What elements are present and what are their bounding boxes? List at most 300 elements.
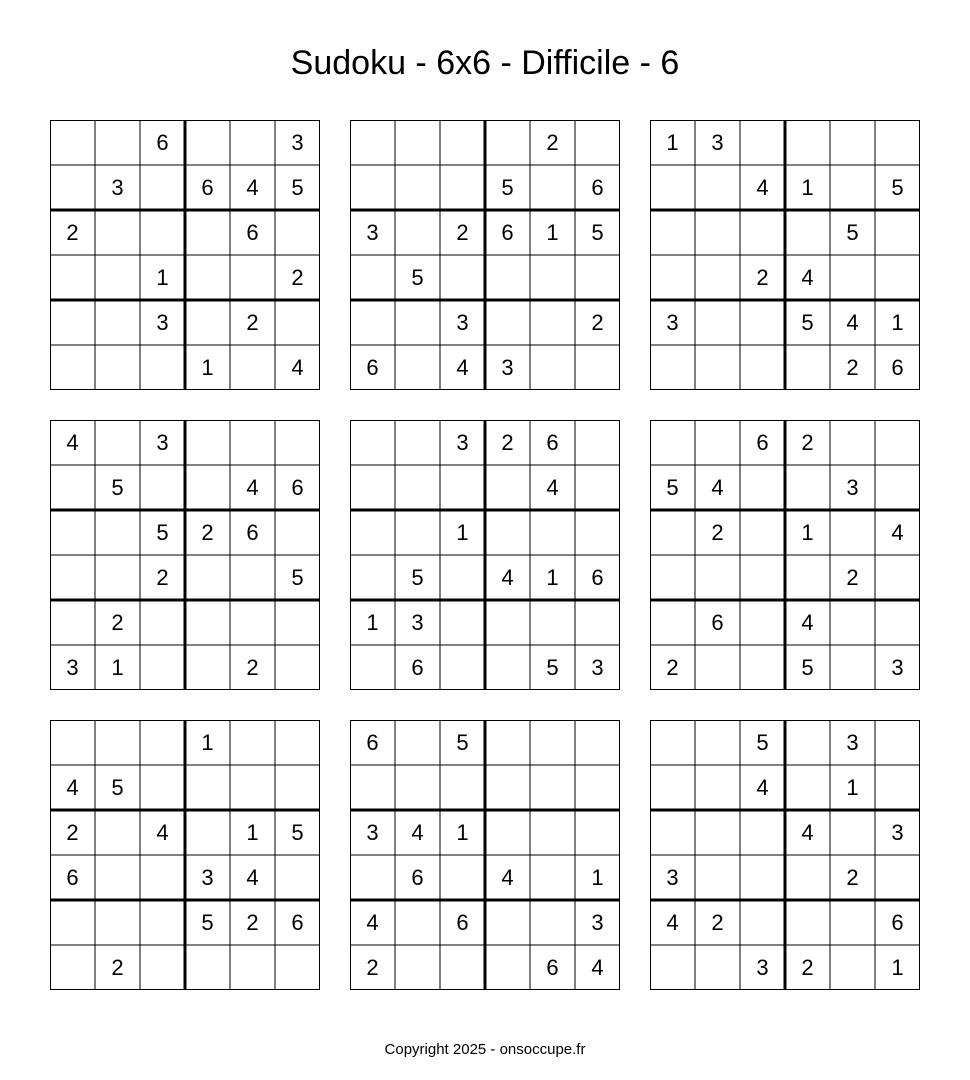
sudoku-grid-5 bbox=[350, 420, 620, 690]
sudoku-cell bbox=[575, 720, 620, 765]
sudoku-cell bbox=[875, 465, 920, 510]
sudoku-cell: 2 bbox=[156, 564, 169, 590]
sudoku-cell bbox=[95, 900, 140, 945]
sudoku-cell bbox=[740, 465, 785, 510]
sudoku-cell bbox=[830, 600, 875, 645]
sudoku-cell bbox=[350, 510, 395, 555]
sudoku-cell bbox=[575, 600, 620, 645]
sudoku-cell: 4 bbox=[156, 819, 169, 845]
sudoku-cell: 2 bbox=[666, 654, 679, 680]
sudoku-cell bbox=[350, 465, 395, 510]
sudoku-cell: 5 bbox=[756, 729, 769, 755]
sudoku-cell bbox=[185, 765, 230, 810]
sudoku-cell bbox=[140, 900, 185, 945]
sudoku-cell: 3 bbox=[756, 954, 769, 980]
sudoku-cell bbox=[485, 255, 530, 300]
sudoku-cell: 6 bbox=[291, 474, 304, 500]
sudoku-cell bbox=[785, 465, 830, 510]
sudoku-cell bbox=[230, 120, 275, 165]
sudoku-cell: 3 bbox=[201, 864, 214, 890]
copyright-footer: Copyright 2025 - onsoccupe.fr bbox=[384, 1041, 586, 1058]
sudoku-cell bbox=[485, 600, 530, 645]
sudoku-cell: 5 bbox=[666, 474, 679, 500]
sudoku-cell: 4 bbox=[66, 774, 79, 800]
sudoku-cell: 6 bbox=[711, 609, 724, 635]
sudoku-cell bbox=[650, 345, 695, 390]
sudoku-cell bbox=[830, 255, 875, 300]
sudoku-cell bbox=[485, 900, 530, 945]
sudoku-cell: 2 bbox=[756, 264, 769, 290]
sudoku-cell bbox=[785, 120, 830, 165]
sudoku-cell: 5 bbox=[411, 564, 424, 590]
sudoku-cell bbox=[875, 210, 920, 255]
sudoku-cell bbox=[785, 210, 830, 255]
sudoku-cell bbox=[350, 420, 395, 465]
sudoku-cell: 6 bbox=[591, 174, 604, 200]
sudoku-cell bbox=[230, 255, 275, 300]
sudoku-cell: 3 bbox=[711, 129, 724, 155]
sudoku-cell bbox=[695, 165, 740, 210]
sudoku-cell bbox=[185, 120, 230, 165]
sudoku-cell bbox=[785, 900, 830, 945]
sudoku-cell bbox=[530, 165, 575, 210]
sudoku-cell: 1 bbox=[801, 519, 814, 545]
sudoku-cell bbox=[575, 810, 620, 855]
sudoku-cell bbox=[740, 855, 785, 900]
sudoku-cell bbox=[650, 420, 695, 465]
sudoku-cell bbox=[875, 255, 920, 300]
sudoku-cell: 2 bbox=[246, 309, 259, 335]
sudoku-cell bbox=[230, 765, 275, 810]
sudoku-cell bbox=[95, 420, 140, 465]
sudoku-cell bbox=[440, 555, 485, 600]
sudoku-cell bbox=[740, 510, 785, 555]
sudoku-cell bbox=[230, 555, 275, 600]
sudoku-cell bbox=[50, 465, 95, 510]
sudoku-cell bbox=[440, 765, 485, 810]
sudoku-cell bbox=[740, 345, 785, 390]
sudoku-cell: 3 bbox=[666, 309, 679, 335]
sudoku-cell: 4 bbox=[801, 819, 814, 845]
sudoku-cell: 1 bbox=[591, 864, 604, 890]
sudoku-cell: 2 bbox=[846, 564, 859, 590]
sudoku-cell: 3 bbox=[156, 309, 169, 335]
sudoku-cell: 4 bbox=[246, 174, 259, 200]
sudoku-cell bbox=[95, 855, 140, 900]
sudoku-cell bbox=[485, 945, 530, 990]
sudoku-cell bbox=[350, 555, 395, 600]
sudoku-cell bbox=[650, 210, 695, 255]
sudoku-cell bbox=[875, 765, 920, 810]
sudoku-cell: 1 bbox=[546, 219, 559, 245]
sudoku-cell bbox=[185, 300, 230, 345]
sudoku-cell bbox=[530, 810, 575, 855]
sudoku-cell: 1 bbox=[366, 609, 379, 635]
sudoku-cell: 4 bbox=[846, 309, 859, 335]
sudoku-cell bbox=[440, 120, 485, 165]
sudoku-cell: 3 bbox=[366, 819, 379, 845]
sudoku-cell bbox=[875, 855, 920, 900]
sudoku-cell: 6 bbox=[246, 519, 259, 545]
sudoku-cell: 3 bbox=[846, 729, 859, 755]
sudoku-cell: 3 bbox=[891, 819, 904, 845]
sudoku-cell bbox=[395, 165, 440, 210]
sudoku-cell bbox=[485, 300, 530, 345]
sudoku-cell: 3 bbox=[891, 654, 904, 680]
sudoku-cell bbox=[485, 465, 530, 510]
sudoku-cell bbox=[740, 645, 785, 690]
sudoku-cell: 4 bbox=[246, 474, 259, 500]
sudoku-cell bbox=[230, 945, 275, 990]
sudoku-cell bbox=[140, 855, 185, 900]
sudoku-cell bbox=[695, 345, 740, 390]
sudoku-cell bbox=[230, 720, 275, 765]
sudoku-cell: 2 bbox=[66, 819, 79, 845]
sudoku-cell: 4 bbox=[801, 264, 814, 290]
sudoku-cell bbox=[95, 720, 140, 765]
sudoku-cell bbox=[50, 945, 95, 990]
sudoku-cell bbox=[695, 255, 740, 300]
sudoku-cell: 4 bbox=[591, 954, 604, 980]
sudoku-cell: 3 bbox=[591, 654, 604, 680]
sudoku-cell bbox=[485, 720, 530, 765]
sudoku-cell: 6 bbox=[201, 174, 214, 200]
sudoku-grid-8 bbox=[350, 720, 620, 990]
sudoku-cell bbox=[530, 345, 575, 390]
sudoku-cell bbox=[695, 420, 740, 465]
sudoku-cell bbox=[350, 765, 395, 810]
sudoku-cell bbox=[275, 210, 320, 255]
sudoku-cell bbox=[140, 600, 185, 645]
sudoku-cell: 3 bbox=[66, 654, 79, 680]
sudoku-cell: 5 bbox=[291, 174, 304, 200]
sudoku-cell bbox=[395, 465, 440, 510]
sudoku-cell: 1 bbox=[546, 564, 559, 590]
sudoku-cell bbox=[185, 555, 230, 600]
sudoku-cell: 5 bbox=[591, 219, 604, 245]
sudoku-cell bbox=[485, 510, 530, 555]
sudoku-cell bbox=[830, 945, 875, 990]
sudoku-cell: 6 bbox=[66, 864, 79, 890]
sudoku-grid-3 bbox=[650, 120, 920, 390]
sudoku-cell bbox=[875, 720, 920, 765]
sudoku-cell bbox=[95, 300, 140, 345]
sudoku-cell bbox=[275, 420, 320, 465]
sudoku-cell: 5 bbox=[891, 174, 904, 200]
sudoku-cell: 6 bbox=[546, 429, 559, 455]
sudoku-cell: 4 bbox=[246, 864, 259, 890]
sudoku-cell: 6 bbox=[411, 864, 424, 890]
sudoku-cell: 1 bbox=[891, 954, 904, 980]
sudoku-cell: 2 bbox=[711, 519, 724, 545]
sudoku-cell bbox=[530, 600, 575, 645]
sudoku-cell bbox=[740, 210, 785, 255]
sudoku-cell: 3 bbox=[111, 174, 124, 200]
sudoku-cell bbox=[830, 120, 875, 165]
sudoku-cell: 2 bbox=[801, 429, 814, 455]
sudoku-cell: 6 bbox=[456, 909, 469, 935]
sudoku-cell: 4 bbox=[411, 819, 424, 845]
sudoku-cell bbox=[695, 855, 740, 900]
sudoku-cell: 1 bbox=[666, 129, 679, 155]
sudoku-cell bbox=[740, 555, 785, 600]
sudoku-cell bbox=[185, 945, 230, 990]
sudoku-cell bbox=[575, 120, 620, 165]
sudoku-cell: 5 bbox=[411, 264, 424, 290]
sudoku-cell: 4 bbox=[366, 909, 379, 935]
sudoku-cell bbox=[50, 255, 95, 300]
sudoku-cell bbox=[140, 645, 185, 690]
sudoku-cell bbox=[440, 645, 485, 690]
sudoku-cell bbox=[740, 900, 785, 945]
sudoku-cell bbox=[830, 810, 875, 855]
sudoku-cell: 1 bbox=[246, 819, 259, 845]
sudoku-cell bbox=[440, 165, 485, 210]
sudoku-cell: 5 bbox=[546, 654, 559, 680]
sudoku-cell bbox=[185, 600, 230, 645]
sudoku-cell: 2 bbox=[201, 519, 214, 545]
sudoku-cell: 3 bbox=[411, 609, 424, 635]
sudoku-cell bbox=[275, 855, 320, 900]
sudoku-cell bbox=[50, 555, 95, 600]
sudoku-cell: 4 bbox=[501, 564, 514, 590]
sudoku-cell: 2 bbox=[111, 609, 124, 635]
sudoku-cell: 4 bbox=[711, 474, 724, 500]
sudoku-cell bbox=[650, 555, 695, 600]
sudoku-cell bbox=[530, 510, 575, 555]
sudoku-cell: 4 bbox=[501, 864, 514, 890]
sudoku-cell bbox=[695, 645, 740, 690]
sudoku-cell bbox=[650, 810, 695, 855]
sudoku-cell: 6 bbox=[411, 654, 424, 680]
sudoku-cell bbox=[530, 300, 575, 345]
sudoku-cell: 6 bbox=[366, 729, 379, 755]
sudoku-cell bbox=[575, 345, 620, 390]
sudoku-cell: 2 bbox=[591, 309, 604, 335]
sudoku-cell: 2 bbox=[246, 654, 259, 680]
sudoku-cell bbox=[440, 855, 485, 900]
sudoku-cell: 2 bbox=[501, 429, 514, 455]
sudoku-cell bbox=[50, 900, 95, 945]
sudoku-cell bbox=[440, 255, 485, 300]
sudoku-cell: 1 bbox=[456, 519, 469, 545]
sudoku-cell: 2 bbox=[246, 909, 259, 935]
sudoku-grid-6 bbox=[650, 420, 920, 690]
sudoku-cell bbox=[50, 600, 95, 645]
sudoku-cell bbox=[485, 120, 530, 165]
sudoku-cell: 5 bbox=[111, 774, 124, 800]
sudoku-cell bbox=[575, 510, 620, 555]
sudoku-cell: 2 bbox=[546, 129, 559, 155]
sudoku-cell: 2 bbox=[111, 954, 124, 980]
sudoku-cell bbox=[185, 810, 230, 855]
sudoku-cell: 3 bbox=[846, 474, 859, 500]
sudoku-cell bbox=[785, 720, 830, 765]
sudoku-cell bbox=[95, 510, 140, 555]
sudoku-cell: 3 bbox=[501, 354, 514, 380]
sudoku-cell: 6 bbox=[891, 909, 904, 935]
sudoku-cell bbox=[230, 600, 275, 645]
sudoku-cell bbox=[185, 645, 230, 690]
sudoku-cell: 3 bbox=[156, 429, 169, 455]
sudoku-cell: 5 bbox=[846, 219, 859, 245]
sudoku-cell bbox=[530, 720, 575, 765]
sudoku-cell bbox=[395, 420, 440, 465]
sudoku-cell bbox=[830, 165, 875, 210]
sudoku-cell: 6 bbox=[156, 129, 169, 155]
sudoku-grid-4 bbox=[50, 420, 320, 690]
sudoku-cell: 5 bbox=[156, 519, 169, 545]
sudoku-cell: 6 bbox=[591, 564, 604, 590]
sudoku-cell: 5 bbox=[291, 819, 304, 845]
sudoku-cell: 6 bbox=[291, 909, 304, 935]
sudoku-cell bbox=[140, 345, 185, 390]
sudoku-cell bbox=[95, 810, 140, 855]
sudoku-cell bbox=[185, 255, 230, 300]
sudoku-cell: 4 bbox=[756, 174, 769, 200]
sudoku-cell bbox=[275, 765, 320, 810]
sudoku-cell: 2 bbox=[291, 264, 304, 290]
sudoku-cell bbox=[695, 300, 740, 345]
sudoku-cell bbox=[575, 465, 620, 510]
sudoku-cell bbox=[650, 165, 695, 210]
sudoku-cell: 3 bbox=[456, 309, 469, 335]
sudoku-cell bbox=[695, 945, 740, 990]
sudoku-cell: 4 bbox=[891, 519, 904, 545]
sudoku-cell: 4 bbox=[456, 354, 469, 380]
sudoku-cell: 4 bbox=[66, 429, 79, 455]
sudoku-cell bbox=[50, 345, 95, 390]
sudoku-cell bbox=[50, 300, 95, 345]
sudoku-cell bbox=[875, 600, 920, 645]
sudoku-cell bbox=[275, 510, 320, 555]
sudoku-cell: 2 bbox=[711, 909, 724, 935]
sudoku-cell: 6 bbox=[546, 954, 559, 980]
sudoku-cell bbox=[830, 645, 875, 690]
sudoku-cell bbox=[140, 465, 185, 510]
sudoku-cell bbox=[650, 600, 695, 645]
sudoku-cell bbox=[185, 465, 230, 510]
sudoku-cell: 6 bbox=[501, 219, 514, 245]
sudoku-grid-2 bbox=[350, 120, 620, 390]
sudoku-cell bbox=[350, 645, 395, 690]
sudoku-cell: 4 bbox=[666, 909, 679, 935]
sudoku-cell: 1 bbox=[846, 774, 859, 800]
sudoku-cell bbox=[530, 255, 575, 300]
page-title: Sudoku - 6x6 - Difficile - 6 bbox=[290, 44, 680, 82]
sudoku-cell bbox=[740, 810, 785, 855]
sudoku-cell bbox=[95, 345, 140, 390]
sudoku-cell bbox=[785, 345, 830, 390]
sudoku-cell: 5 bbox=[801, 654, 814, 680]
sudoku-cell: 1 bbox=[456, 819, 469, 845]
sudoku-cell bbox=[740, 600, 785, 645]
sudoku-cell bbox=[650, 255, 695, 300]
sudoku-cell bbox=[50, 120, 95, 165]
sudoku-cell: 3 bbox=[366, 219, 379, 245]
sudoku-cell bbox=[485, 645, 530, 690]
sudoku-cell: 4 bbox=[546, 474, 559, 500]
sudoku-cell bbox=[650, 945, 695, 990]
sudoku-cell bbox=[575, 765, 620, 810]
sudoku-cell: 1 bbox=[111, 654, 124, 680]
sudoku-cell bbox=[50, 720, 95, 765]
sudoku-cell bbox=[440, 600, 485, 645]
sudoku-cell bbox=[185, 420, 230, 465]
sudoku-cell bbox=[95, 555, 140, 600]
sudoku-cell bbox=[350, 165, 395, 210]
sudoku-cell: 1 bbox=[156, 264, 169, 290]
sudoku-cell bbox=[230, 345, 275, 390]
sudoku-cell bbox=[95, 210, 140, 255]
sudoku-cell: 6 bbox=[891, 354, 904, 380]
sudoku-cell bbox=[440, 465, 485, 510]
sudoku-cell bbox=[395, 720, 440, 765]
sudoku-cell: 6 bbox=[366, 354, 379, 380]
sudoku-cell: 2 bbox=[801, 954, 814, 980]
sudoku-cell bbox=[140, 765, 185, 810]
sudoku-cell bbox=[140, 945, 185, 990]
sudoku-cell bbox=[275, 300, 320, 345]
sudoku-cell bbox=[275, 720, 320, 765]
sudoku-cell bbox=[350, 300, 395, 345]
sudoku-cell bbox=[350, 255, 395, 300]
sudoku-cell bbox=[875, 555, 920, 600]
sudoku-cell: 3 bbox=[666, 864, 679, 890]
sudoku-cell: 3 bbox=[291, 129, 304, 155]
sudoku-cell: 5 bbox=[801, 309, 814, 335]
sudoku-cell bbox=[395, 120, 440, 165]
sudoku-cell bbox=[695, 555, 740, 600]
sudoku-cell bbox=[830, 900, 875, 945]
sudoku-cell bbox=[830, 510, 875, 555]
sudoku-cell: 2 bbox=[846, 864, 859, 890]
sudoku-cell bbox=[440, 945, 485, 990]
sudoku-cell bbox=[350, 120, 395, 165]
sudoku-cell: 5 bbox=[201, 909, 214, 935]
sudoku-cell: 2 bbox=[456, 219, 469, 245]
sudoku-cell: 1 bbox=[201, 354, 214, 380]
sudoku-cell bbox=[350, 855, 395, 900]
sudoku-cell bbox=[395, 765, 440, 810]
sudoku-cell bbox=[275, 945, 320, 990]
sudoku-cell bbox=[575, 255, 620, 300]
sudoku-cell bbox=[140, 210, 185, 255]
sudoku-grid-7 bbox=[50, 720, 320, 990]
sudoku-cell bbox=[695, 210, 740, 255]
sudoku-cell bbox=[395, 510, 440, 555]
sudoku-cell bbox=[95, 255, 140, 300]
sudoku-cell bbox=[695, 765, 740, 810]
sudoku-cell: 2 bbox=[66, 219, 79, 245]
sudoku-cell bbox=[395, 300, 440, 345]
sudoku-cell bbox=[395, 210, 440, 255]
sudoku-cell bbox=[785, 765, 830, 810]
sudoku-cell bbox=[140, 165, 185, 210]
sudoku-grid-9 bbox=[650, 720, 920, 990]
sudoku-cell bbox=[185, 210, 230, 255]
sudoku-cell bbox=[485, 765, 530, 810]
sudoku-cell bbox=[275, 600, 320, 645]
sudoku-cell bbox=[785, 855, 830, 900]
sudoku-cell bbox=[140, 720, 185, 765]
sudoku-grid-1 bbox=[50, 120, 320, 390]
sudoku-cell bbox=[50, 510, 95, 555]
sudoku-cell: 4 bbox=[756, 774, 769, 800]
sudoku-cell bbox=[650, 510, 695, 555]
sudoku-cell bbox=[485, 810, 530, 855]
sudoku-cell bbox=[530, 855, 575, 900]
